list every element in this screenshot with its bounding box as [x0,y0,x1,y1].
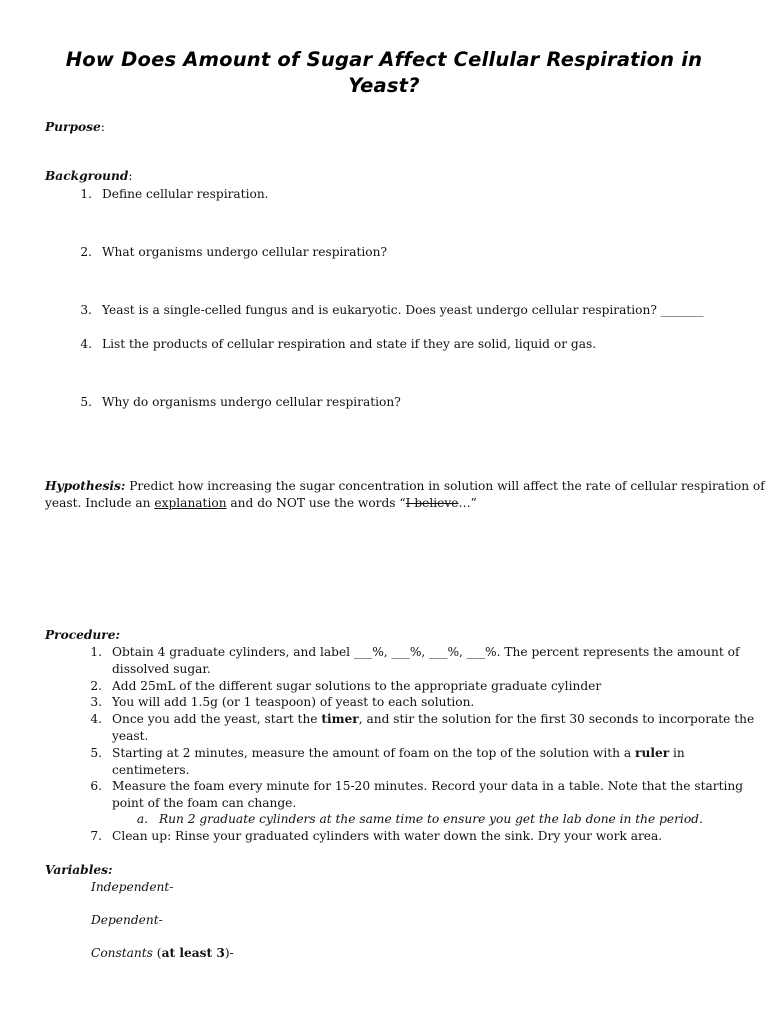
procedure-substep-a-letter: a. [136,812,148,826]
step-4-text-a: Once you add the yeast, start the [112,712,322,726]
dependent-variable-label: Dependent- [91,913,163,927]
constants-label [91,945,234,962]
background-item-1-number: 1. [80,187,92,201]
background-label: Background [45,169,129,183]
title-line-2: Yeast? [348,74,420,97]
background-item-2-number: 2. [80,245,92,259]
procedure-step-1-number: 1. [90,645,102,659]
background-item-4-number: 4. [80,337,92,351]
procedure-substep-a: Run 2 graduate cylinders at the same time to ensure you get the lab done in the period. [159,812,703,826]
procedure-step-1: Obtain 4 graduate cylinders, and label ___%, ___%, ___%, ___%. The percent represents the amount of [112,645,740,659]
background-item-3: Yeast is a single-celled fungus and is eukaryotic. Does yeast undergo cellular respiration? _______ [102,303,704,317]
timer-bold: timer [321,712,359,726]
background-item-5-number: 5. [80,395,92,409]
purpose-heading [45,119,105,136]
at-least-3-bold: at least 3 [161,946,225,960]
background-item-3-number: 3. [80,303,92,317]
background-item-1: Define cellular respiration. [102,187,269,201]
ruler-bold: ruler [635,746,670,760]
hypothesis-line-2 [45,495,477,512]
procedure-step-5 [112,745,685,762]
step-5-text-a: Starting at 2 minutes, measure the amount of foam on the top of the solution with a [112,746,636,760]
variables-heading: Variables: [45,863,113,877]
constants-close: )- [224,946,234,960]
background-colon: : [128,169,133,183]
procedure-step-3: You will add 1.5g (or 1 teaspoon) of yeast to each solution. [112,695,475,709]
procedure-step-6: Measure the foam every minute for 15-20 minutes. Record your data in a table. Note that the starting [112,779,744,793]
procedure-step-2-number: 2. [90,679,102,693]
purpose-colon: : [100,120,105,134]
hypothesis-text-2c: …” [458,496,477,510]
explanation-underlined: explanation [154,496,227,510]
background-heading [45,168,133,185]
i-believe-strikethrough: I believe [405,496,459,510]
background-item-4: List the products of cellular respiration and state if they are solid, liquid or gas. [102,337,597,351]
background-item-2: What organisms undergo cellular respiration? [102,245,388,259]
background-item-5: Why do organisms undergo cellular respiration? [102,395,401,409]
step-4-text-b: , and stir the solution for the first 30 seconds to incorporate the [358,712,755,726]
step-5-text-b: in [669,746,685,760]
procedure-step-1-cont: dissolved sugar. [112,662,211,676]
procedure-step-6-number: 6. [90,779,102,793]
hypothesis-text-2a: yeast. Include an [45,496,155,510]
hypothesis-text-2b: and do NOT use the words “ [226,496,406,510]
procedure-heading: Procedure: [45,628,120,642]
procedure-step-5-number: 5. [90,746,102,760]
hypothesis-text-1: Predict how increasing the sugar concentration in solution will affect the rate of cellular respiration of [125,479,765,493]
purpose-label: Purpose [45,120,101,134]
procedure-step-2: Add 25mL of the different sugar solutions to the appropriate graduate cylinder [112,679,602,693]
procedure-step-7: Clean up: Rinse your graduated cylinders with water down the sink. Dry your work area. [112,829,663,843]
independent-variable-label: Independent- [91,880,174,894]
procedure-step-7-number: 7. [90,829,102,843]
procedure-step-3-number: 3. [90,695,102,709]
worksheet-title [40,47,728,99]
title-line-1: How Does Amount of Sugar Affect Cellular Respiration in [65,48,703,71]
procedure-step-5-cont: centimeters. [112,763,190,777]
hypothesis-line-1 [45,478,765,495]
procedure-step-4 [112,711,754,728]
constants-word: Constants [91,946,153,960]
procedure-step-4-cont: yeast. [112,729,149,743]
procedure-step-6-cont: point of the foam can change. [112,796,297,810]
hypothesis-label: Hypothesis: [45,479,126,493]
procedure-step-4-number: 4. [90,712,102,726]
constants-open-paren: ( [152,946,162,960]
